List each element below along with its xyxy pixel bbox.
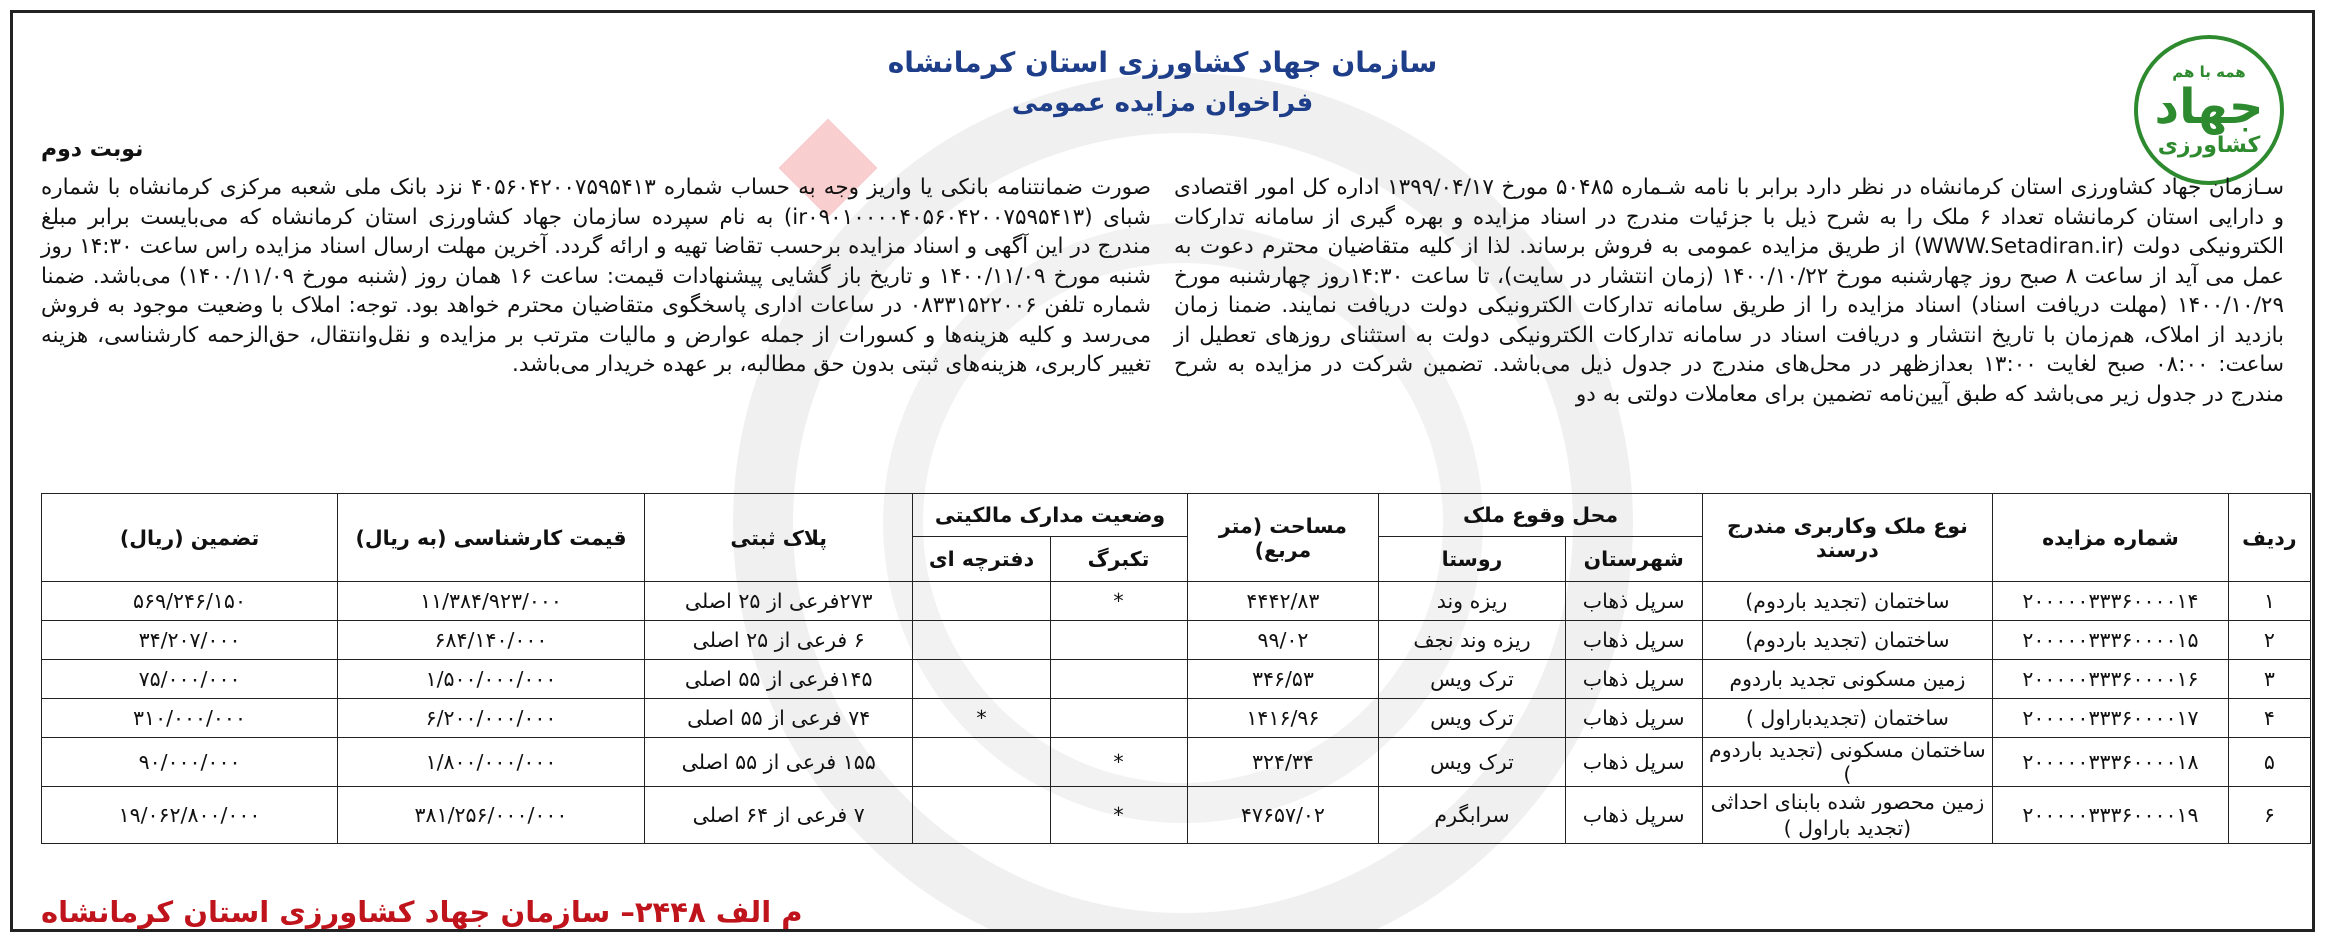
cell-county: سرپل ذهاب [1565, 660, 1702, 699]
header-ownership: وضعیت مدارک مالکیتی [913, 494, 1187, 537]
cell-single-deed: * [1050, 738, 1187, 787]
cell-auction-no: ۲۰۰۰۰۰۳۳۳۶۰۰۰۰۱۶ [1993, 660, 2229, 699]
cell-auction-no: ۲۰۰۰۰۰۳۳۳۶۰۰۰۰۱۵ [1993, 621, 2229, 660]
cell-row-no: ۶ [2228, 787, 2310, 844]
table-row [42, 787, 2311, 844]
table-row [42, 582, 2311, 621]
cell-property-type: ساختمان (تجدید باردوم) [1702, 582, 1992, 621]
organization-title: سازمان جهاد کشاورزی استان کرمانشاه [887, 46, 1438, 79]
cell-county: سرپل ذهاب [1565, 787, 1702, 844]
table-row [42, 699, 2311, 738]
cell-row-no: ۲ [2228, 621, 2310, 660]
cell-area: ۹۹/۰۲ [1187, 621, 1379, 660]
header-row-no: ردیف [2228, 494, 2310, 582]
header-booklet: دفترچه ای [913, 537, 1050, 582]
cell-booklet [913, 621, 1050, 660]
cell-plate: ۷۴ فرعی از ۵۵ اصلی [644, 699, 913, 738]
table-row [42, 621, 2311, 660]
cell-price: ۱/۸۰۰/۰۰۰/۰۰۰ [338, 738, 645, 787]
footer-reference: م الف ۲۴۴۸– سازمان جهاد کشاورزی استان کرمانشاه [41, 895, 803, 929]
logo-top-text: همه با هم [2172, 62, 2246, 81]
cell-auction-no: ۲۰۰۰۰۰۳۳۳۶۰۰۰۰۱۷ [1993, 699, 2229, 738]
cell-property-type: زمین محصور شده بابنای احداثی (تجدید باراول ) [1702, 787, 1992, 844]
cell-property-type: ساختمان مسکونی (تجدید باردوم ) [1702, 738, 1992, 787]
cell-village: ترک ویس [1379, 699, 1565, 738]
advertisement-frame [10, 10, 2315, 932]
cell-single-deed: * [1050, 787, 1187, 844]
cell-area: ۴۴۴۲/۸۳ [1187, 582, 1379, 621]
cell-price: ۶۸۴/۱۴۰/۰۰۰ [338, 621, 645, 660]
cell-booklet [913, 582, 1050, 621]
cell-plate: ۷ فرعی از ۶۴ اصلی [644, 787, 913, 844]
cell-village: ترک ویس [1379, 660, 1565, 699]
cell-village: سرابگرم [1379, 787, 1565, 844]
header-village: روستا [1379, 537, 1565, 582]
cell-village: ترک ویس [1379, 738, 1565, 787]
header-guarantee: تضمین (ریال) [42, 494, 338, 582]
cell-plate: ۲۷۳فرعی از ۲۵ اصلی [644, 582, 913, 621]
table-row [42, 738, 2311, 787]
cell-guarantee: ۳۴/۲۰۷/۰۰۰ [42, 621, 338, 660]
cell-auction-no: ۲۰۰۰۰۰۳۳۳۶۰۰۰۰۱۸ [1993, 738, 2229, 787]
cell-guarantee: ۵۶۹/۲۴۶/۱۵۰ [42, 582, 338, 621]
body-text-right: سـازمان جهاد کشاورزی استان کرمانشاه در نظر دارد برابر با نامه شـماره ۵۰۴۸۵ مورخ ۱۳۹۹/۰۴/۱۷ اداره کل امور اقتصادی و دارایی استان کرمانشاه تعداد ۶ ملک را به شرح ذیل با جزئیات مندرج در اسناد مزایده و بهره گیری از سامانه تدارکات الکترونیکی دولت (WWW.Setadiran.ir) از طریق مزایده عمومی به فروش برساند. لذا از کلیه متقاضیان محترم دعوت به عمل می آید از ساعت ۸ صبح روز چهارشنبه مورخ ۱۴۰۰/۱۰/۲۲ (زمان انتشار در سایت)، تا ساعت ۱۴:۳۰روز چهارشنبه مورخ ۱۴۰۰/۱۰/۲۹ (مهلت دریافت اسناد) اسناد مزایده را از طریق سامانه تدارکات الکترونیکی دولت دریافت نمایند. ضمنا زمان بازدید از املاک، هم‌زمان با تاریخ انتشار و دریافت اسناد در سامانه تدارکات الکترونیکی دولت به استثنای روزهای تعطیل از ساعت: ۰۸:۰۰ صبح لغایت ۱۳:۰۰ بعدازظهر در محل‌های مندرج در جدول ذیل می‌باشد. تضمین شرکت در مزایده به شرح مندرج در جدول زیر می‌باشد که طبق آیین‌نامه تضمین برای معاملات دولتی به دو [1174, 175, 2285, 407]
cell-single-deed: * [1050, 582, 1187, 621]
cell-single-deed [1050, 699, 1187, 738]
cell-guarantee: ۹۰/۰۰۰/۰۰۰ [42, 738, 338, 787]
cell-single-deed [1050, 621, 1187, 660]
header-single-deed: تکبرگ [1050, 537, 1187, 582]
cell-plate: ۱۵۵ فرعی از ۵۵ اصلی [644, 738, 913, 787]
cell-county: سرپل ذهاب [1565, 621, 1702, 660]
cell-guarantee: ۱۹/۰۶۲/۸۰۰/۰۰۰ [42, 787, 338, 844]
logo-bottom-text: کشاورزی [2157, 132, 2261, 158]
cell-booklet [913, 660, 1050, 699]
header-property-type: نوع ملک وکاربری مندرج درسند [1702, 494, 1992, 582]
header-auction-no: شماره مزایده [1993, 494, 2229, 582]
cell-property-type: ساختمان (تجدید باردوم) [1702, 621, 1992, 660]
cell-county: سرپل ذهاب [1565, 582, 1702, 621]
cell-price: ۱۱/۳۸۴/۹۲۳/۰۰۰ [338, 582, 645, 621]
cell-row-no: ۴ [2228, 699, 2310, 738]
turn-label: نوبت دوم [41, 137, 144, 162]
cell-plate: ۶ فرعی از ۲۵ اصلی [644, 621, 913, 660]
table-row [42, 660, 2311, 699]
cell-row-no: ۵ [2228, 738, 2310, 787]
cell-property-type: ساختمان (تجدیدباراول ) [1702, 699, 1992, 738]
cell-guarantee: ۳۱۰/۰۰۰/۰۰۰ [42, 699, 338, 738]
cell-price: ۶/۲۰۰/۰۰۰/۰۰۰ [338, 699, 645, 738]
cell-area: ۳۴۶/۵۳ [1187, 660, 1379, 699]
header-county: شهرستان [1565, 537, 1702, 582]
cell-auction-no: ۲۰۰۰۰۰۳۳۳۶۰۰۰۰۱۹ [1993, 787, 2229, 844]
cell-price: ۱/۵۰۰/۰۰۰/۰۰۰ [338, 660, 645, 699]
cell-county: سرپل ذهاب [1565, 738, 1702, 787]
auction-subtitle: فراخوان مزایده عمومی [1011, 88, 1314, 118]
cell-price: ۳۸۱/۲۵۶/۰۰۰/۰۰۰ [338, 787, 645, 844]
logo-main-text: جهاد [2154, 78, 2264, 135]
cell-booklet [913, 738, 1050, 787]
header-area: مساحت (متر مربع) [1187, 494, 1379, 582]
cell-row-no: ۱ [2228, 582, 2310, 621]
cell-county: سرپل ذهاب [1565, 699, 1702, 738]
cell-area: ۳۲۴/۳۴ [1187, 738, 1379, 787]
header-plate: پلاک ثبتی [644, 494, 913, 582]
cell-guarantee: ۷۵/۰۰۰/۰۰۰ [42, 660, 338, 699]
cell-area: ۱۴۱۶/۹۶ [1187, 699, 1379, 738]
header-price: قیمت کارشناسی (به ریال) [338, 494, 645, 582]
page-header [13, 43, 2312, 123]
cell-single-deed [1050, 660, 1187, 699]
cell-plate: ۱۴۵فرعی از ۵۵ اصلی [644, 660, 913, 699]
cell-village: ریزه وند [1379, 582, 1565, 621]
cell-booklet: * [913, 699, 1050, 738]
header-location: محل وقوع ملک [1379, 494, 1702, 537]
cell-area: ۴۷۶۵۷/۰۲ [1187, 787, 1379, 844]
cell-property-type: زمین مسکونی تجدید باردوم [1702, 660, 1992, 699]
cell-village: ریزه وند نجف [1379, 621, 1565, 660]
cell-row-no: ۳ [2228, 660, 2310, 699]
properties-table [41, 493, 2311, 844]
body-text-left: صورت ضمانتنامه بانکی یا واریز وجه به حساب شماره ۴۰۵۶۰۴۲۰۰۷۵۹۵۴۱۳ نزد بانک ملی شعبه مرکزی کرمانشاه با شماره شبای (ir۰۹۰۱۰۰۰۰۴۰۵۶۰۴۲۰۰۷۵۹۵۴۱۳) به نام سپرده سازمان جهاد کشاورزی استان کرمانشاه که می‌بایست برابر مبلغ مندرج در این آگهی و اسناد مزایده برحسب تقاضا تهیه و ارائه گردد. آخرین مهلت ارسال اسناد مزایده راس ساعت ۱۴:۳۰ روز شنبه مورخ ۱۴۰۰/۱۱/۰۹ و تاریخ باز گشایی پیشنهادات قیمت: ساعت ۱۶ همان روز (شنبه مورخ ۱۴۰۰/۱۱/۰۹) می‌باشد. ضمنا شماره تلفن ۰۸۳۳۱۵۲۲۰۰۶ در ساعات اداری پاسخگوی متقاضیان محترم خواهد بود. توجه: املاک با وضعیت موجود به فروش می‌رسد و کلیه هزینه‌ها و کسورات از جمله عوارض و مالیات مترتب بر مزایده و نقل‌وانتقال، حق‌الزحمه کارشناسی، هزینه تغییر کاربری، هزینه‌های ثبتی بدون حق مطالبه، بر عهده خریدار می‌باشد. [41, 175, 1152, 377]
cell-booklet [913, 787, 1050, 844]
cell-auction-no: ۲۰۰۰۰۰۳۳۳۶۰۰۰۰۱۴ [1993, 582, 2229, 621]
